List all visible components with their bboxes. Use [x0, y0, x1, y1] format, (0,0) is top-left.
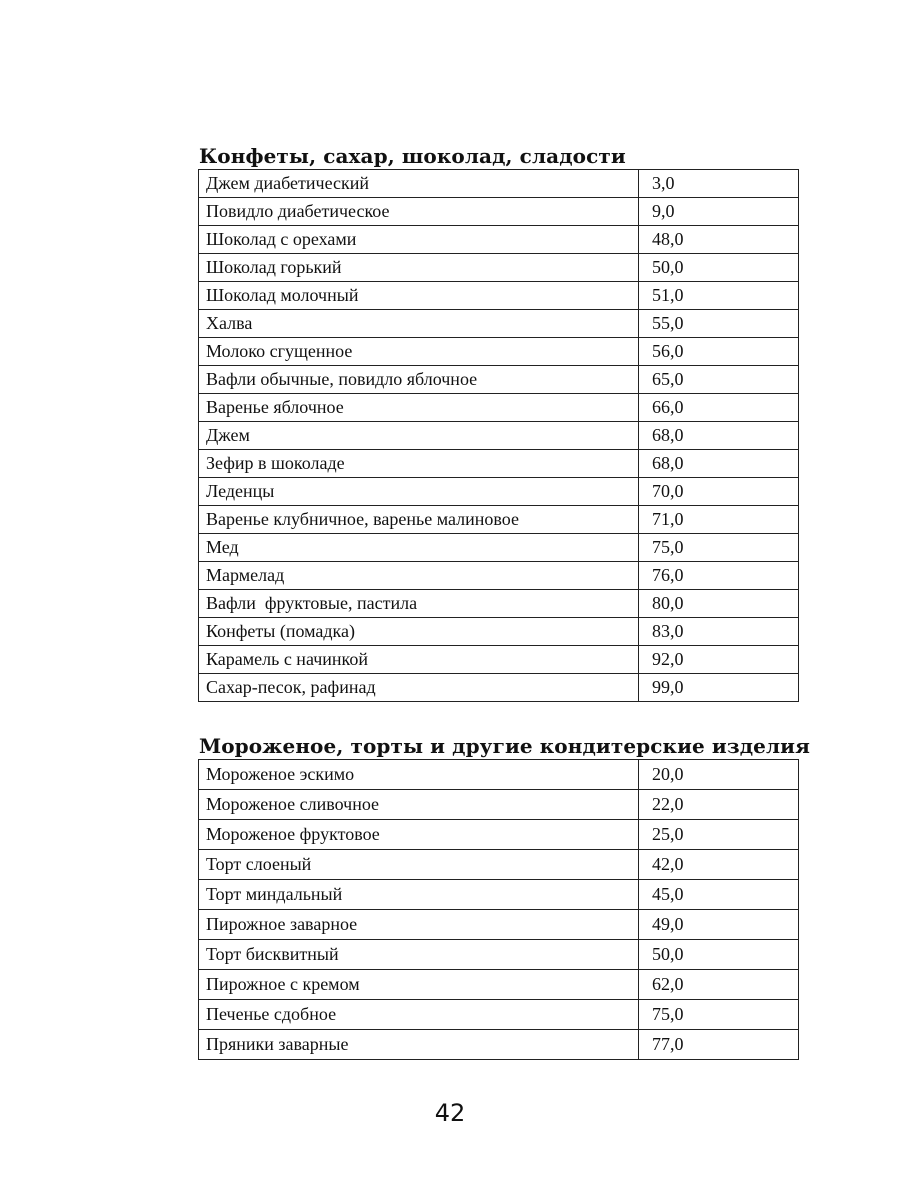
- table-row: [199, 282, 799, 310]
- product-value: 51,0: [639, 282, 799, 310]
- product-name: Халва: [199, 310, 639, 338]
- table-row: [199, 790, 799, 820]
- product-value: 99,0: [639, 674, 799, 702]
- product-name: Джем диабетический: [199, 170, 639, 198]
- table-row: [199, 366, 799, 394]
- product-name: Шоколад с орехами: [199, 226, 639, 254]
- desserts-table: [198, 759, 799, 1060]
- product-name: Сахар-песок, рафинад: [199, 674, 639, 702]
- product-value: 49,0: [639, 910, 799, 940]
- section-title: Конфеты, сахар, шоколад, сладости: [199, 144, 626, 168]
- product-value: 42,0: [639, 850, 799, 880]
- section-sweets: [198, 143, 784, 702]
- product-name: Повидло диабетическое: [199, 198, 639, 226]
- page-number: 42: [434, 1099, 466, 1127]
- product-value: 71,0: [639, 506, 799, 534]
- table-row: [199, 880, 799, 910]
- sweets-table: [198, 169, 799, 702]
- product-name: Шоколад молочный: [199, 282, 639, 310]
- table-row: [199, 422, 799, 450]
- product-value: 56,0: [639, 338, 799, 366]
- table-row: [199, 478, 799, 506]
- product-value: 80,0: [639, 590, 799, 618]
- product-name: Варенье клубничное, варенье малиновое: [199, 506, 639, 534]
- product-value: 70,0: [639, 478, 799, 506]
- product-name: Мороженое сливочное: [199, 790, 639, 820]
- product-value: 77,0: [639, 1030, 799, 1060]
- product-value: 62,0: [639, 970, 799, 1000]
- product-value: 50,0: [639, 254, 799, 282]
- table-row: [199, 646, 799, 674]
- product-name: Торт слоеный: [199, 850, 639, 880]
- product-value: 92,0: [639, 646, 799, 674]
- table-row: [199, 562, 799, 590]
- product-name: Мармелад: [199, 562, 639, 590]
- section-title: Мороженое, торты и другие кондитерские изделия: [199, 734, 810, 758]
- product-name: Печенье сдобное: [199, 1000, 639, 1030]
- table-row: [199, 310, 799, 338]
- product-value: 9,0: [639, 198, 799, 226]
- product-name: Пирожное заварное: [199, 910, 639, 940]
- product-name: Джем: [199, 422, 639, 450]
- table-row: [199, 534, 799, 562]
- product-value: 65,0: [639, 366, 799, 394]
- product-name: Пирожное с кремом: [199, 970, 639, 1000]
- product-value: 50,0: [639, 940, 799, 970]
- product-name: Пряники заварные: [199, 1030, 639, 1060]
- product-name: Торт миндальный: [199, 880, 639, 910]
- product-value: 76,0: [639, 562, 799, 590]
- product-name: Зефир в шоколаде: [199, 450, 639, 478]
- table-row: [199, 820, 799, 850]
- product-value: 75,0: [639, 534, 799, 562]
- table-row: [199, 590, 799, 618]
- table-row: [199, 254, 799, 282]
- product-name: Варенье яблочное: [199, 394, 639, 422]
- table-row: [199, 910, 799, 940]
- product-name: Вафли фруктовые, пастила: [199, 590, 639, 618]
- table-row: [199, 618, 799, 646]
- product-name: Конфеты (помадка): [199, 618, 639, 646]
- table-row: [199, 338, 799, 366]
- table-row: [199, 970, 799, 1000]
- product-value: 20,0: [639, 760, 799, 790]
- product-value: 66,0: [639, 394, 799, 422]
- table-row: [199, 1030, 799, 1060]
- table-row: [199, 450, 799, 478]
- product-value: 83,0: [639, 618, 799, 646]
- table-row: [199, 394, 799, 422]
- product-value: 3,0: [639, 170, 799, 198]
- product-name: Леденцы: [199, 478, 639, 506]
- product-value: 25,0: [639, 820, 799, 850]
- section-desserts: [198, 733, 810, 1060]
- product-value: 22,0: [639, 790, 799, 820]
- product-value: 68,0: [639, 422, 799, 450]
- product-value: 68,0: [639, 450, 799, 478]
- product-name: Мед: [199, 534, 639, 562]
- table-row: [199, 940, 799, 970]
- product-name: Карамель с начинкой: [199, 646, 639, 674]
- product-value: 75,0: [639, 1000, 799, 1030]
- table-row: [199, 170, 799, 198]
- product-value: 48,0: [639, 226, 799, 254]
- product-name: Мороженое фруктовое: [199, 820, 639, 850]
- table-row: [199, 760, 799, 790]
- table-row: [199, 226, 799, 254]
- product-name: Молоко сгущенное: [199, 338, 639, 366]
- product-name: Мороженое эскимо: [199, 760, 639, 790]
- table-row: [199, 198, 799, 226]
- table-row: [199, 674, 799, 702]
- table-row: [199, 506, 799, 534]
- product-name: Торт бисквитный: [199, 940, 639, 970]
- table-row: [199, 850, 799, 880]
- product-name: Шоколад горький: [199, 254, 639, 282]
- product-value: 55,0: [639, 310, 799, 338]
- product-value: 45,0: [639, 880, 799, 910]
- product-name: Вафли обычные, повидло яблочное: [199, 366, 639, 394]
- table-row: [199, 1000, 799, 1030]
